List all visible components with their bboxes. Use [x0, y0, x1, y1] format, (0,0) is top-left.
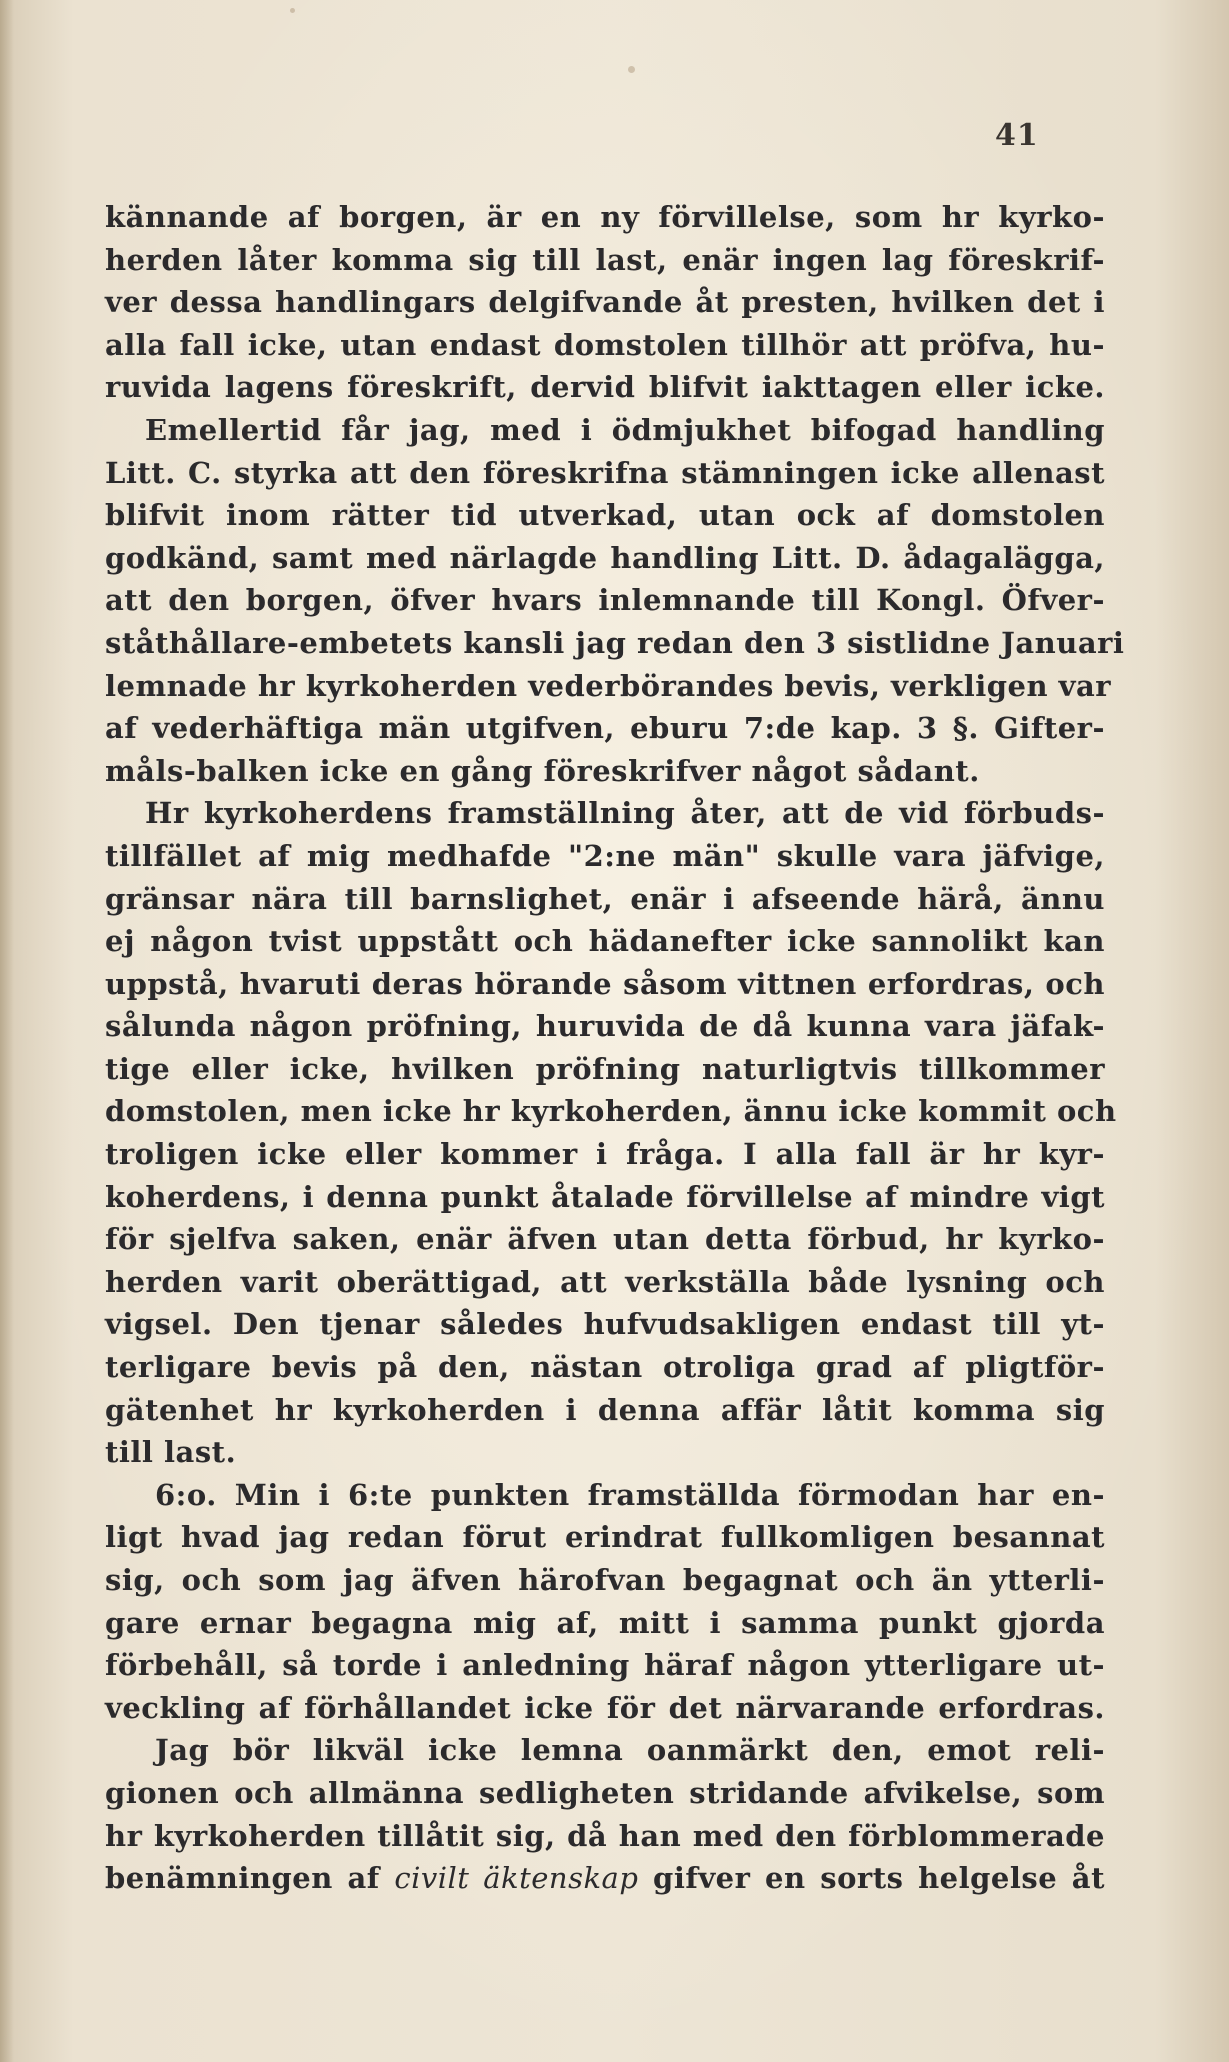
- text-line: herden låter komma sig till last, enär ingen lag föreskrif-: [105, 242, 1105, 277]
- text-line: sålunda någon pröfning, huruvida de då kunna vara jäfak-: [105, 1009, 1105, 1044]
- text-line: 6:o. Min i 6:te punkten framställda förmodan har en-: [155, 1477, 1105, 1512]
- text-line: hr kyrkoherden tillåtit sig, då han med den förblommerade: [105, 1818, 1105, 1853]
- text-line: gionen och allmänna sedligheten stridande afvikelse, som: [105, 1775, 1105, 1810]
- text-line: uppstå, hvaruti deras hörande såsom vittnen erfordras, och: [105, 966, 1105, 1001]
- emphasis: civilt äktenskap: [394, 1861, 639, 1896]
- text-line: måls-balken icke en gång föreskrifver något sådant.: [105, 753, 980, 788]
- text-line: benämningen af civilt äktenskap gifver en sorts helgelse åt: [105, 1861, 1105, 1896]
- text-line: att den borgen, öfver hvars inlemnande till Kongl. Öfver-: [105, 583, 1105, 618]
- text-line: Jag bör likväl icke lemna oanmärkt den, emot reli-: [155, 1733, 1105, 1768]
- text-line: blifvit inom rätter tid utverkad, utan ock af domstolen: [105, 498, 1105, 533]
- text-line: koherdens, i denna punkt åtalade förvillelse af mindre vigt: [105, 1179, 1105, 1214]
- text-line: Hr kyrkoherdens framställning åter, att de vid förbuds-: [145, 796, 1105, 831]
- body-text: [105, 196, 1125, 1900]
- text-line: ståthållare-embetets kansli jag redan den 3 sistlidne Januari: [105, 625, 1125, 660]
- paper-spot: [628, 66, 635, 73]
- text-line: af vederhäftiga män utgifven, eburu 7:de kap. 3 §. Gifter-: [105, 711, 1105, 746]
- text-line: gare ernar begagna mig af, mitt i samma punkt gjorda: [105, 1605, 1105, 1640]
- text-line: ligt hvad jag redan förut erindrat fullkomligen besannat: [105, 1520, 1105, 1555]
- text-line: gätenhet hr kyrkoherden i denna affär låtit komma sig: [105, 1392, 1105, 1427]
- text-line: domstolen, men icke hr kyrkoherden, ännu icke kommit och: [105, 1094, 1117, 1129]
- text-line: terligare bevis på den, nästan otroliga grad af pligtför-: [105, 1350, 1105, 1385]
- text-line: kännande af borgen, är en ny förvillelse, som hr kyrko-: [105, 200, 1105, 234]
- text-line: Emellertid får jag, med i ödmjukhet bifogad handling: [145, 412, 1105, 447]
- text-line: sig, och som jag äfven härofvan begagnat och än ytterli-: [105, 1563, 1105, 1597]
- text-line: herden varit oberättigad, att verkställa både lysning och: [105, 1264, 1105, 1299]
- text-line: ver dessa handlingars delgifvande åt presten, hvilken det i: [105, 285, 1105, 320]
- page-spine-shadow: [0, 0, 14, 2062]
- text-line: veckling af förhållandet icke för det närvarande erfordras.: [105, 1690, 1105, 1725]
- text-line: till last.: [105, 1435, 237, 1470]
- text-line: vigsel. Den tjenar således hufvudsakligen endast till yt-: [105, 1307, 1105, 1342]
- text-line: godkänd, samt med närlagde handling Litt. D. ådagalägga,: [105, 540, 1105, 575]
- text-line: lemnade hr kyrkoherden vederbörandes bevis, verkligen var: [105, 668, 1112, 703]
- text-line: tige eller icke, hvilken pröfning naturligtvis tillkommer: [105, 1051, 1105, 1086]
- text-line: troligen icke eller kommer i fråga. I alla fall är hr kyr-: [105, 1137, 1105, 1172]
- paper-spot: [290, 8, 295, 13]
- text-line: ej någon tvist uppstått och hädanefter icke sannolikt kan: [105, 924, 1105, 959]
- text-line: alla fall icke, utan endast domstolen tillhör att pröfva, hu-: [105, 327, 1105, 362]
- page-number: 41: [995, 118, 1039, 153]
- text-line: för sjelfva saken, enär äfven utan detta förbud, hr kyrko-: [105, 1222, 1105, 1257]
- text-line: ruvida lagens föreskrift, dervid blifvit iakttagen eller icke.: [105, 370, 1105, 405]
- text-line: förbehåll, så torde i anledning häraf någon ytterligare ut-: [105, 1648, 1105, 1683]
- text-line: Litt. C. styrka att den föreskrifna stämningen icke allenast: [105, 455, 1105, 490]
- text-line: gränsar nära till barnslighet, enär i afseende härå, ännu: [105, 881, 1105, 916]
- text-line: tillfället af mig medhafde "2:ne män" skulle vara jäfvige,: [105, 838, 1105, 873]
